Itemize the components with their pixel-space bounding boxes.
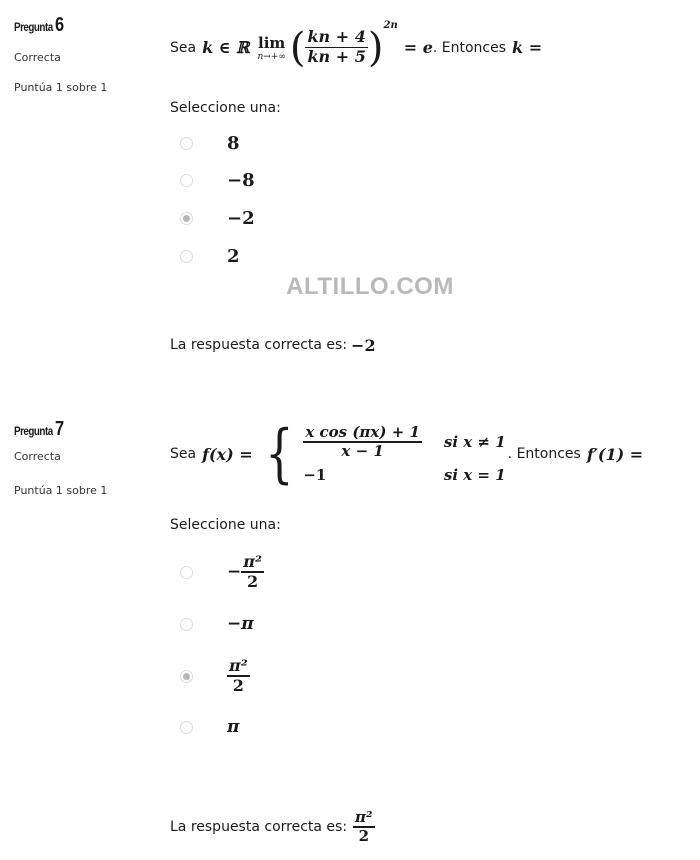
limit-fraction bbox=[305, 28, 367, 66]
question-6-header bbox=[14, 14, 64, 37]
case-2-value: −1 bbox=[303, 466, 327, 484]
case-1-numerator: x cos (πx) + 1 bbox=[305, 423, 420, 441]
question-6-status: Correcta bbox=[14, 51, 61, 64]
option-numerator: π² bbox=[229, 655, 248, 675]
radio-button-selected[interactable] bbox=[180, 670, 193, 683]
function-def: f(x) = bbox=[202, 444, 253, 464]
question-7-prompt bbox=[170, 418, 643, 490]
case-1-condition: si x ≠ 1 bbox=[443, 433, 506, 451]
answer-value: −2 bbox=[351, 335, 376, 355]
radio-button[interactable] bbox=[180, 137, 193, 150]
question-label: Pregunta bbox=[14, 424, 53, 438]
radio-button[interactable] bbox=[180, 566, 193, 579]
q6-option-3[interactable] bbox=[180, 207, 255, 229]
option-fraction bbox=[227, 657, 250, 695]
question-7-score: Puntúa 1 sobre 1 bbox=[14, 484, 108, 497]
option-label: 2 bbox=[227, 245, 240, 267]
q6-option-2[interactable] bbox=[180, 169, 255, 191]
question-7-select-label: Seleccione una: bbox=[170, 517, 281, 533]
q7-option-1[interactable] bbox=[180, 546, 264, 598]
question-6-feedback bbox=[170, 334, 376, 356]
equals-e: = e bbox=[403, 38, 433, 57]
question-label: Pregunta bbox=[14, 20, 53, 34]
q7-option-2[interactable] bbox=[180, 613, 254, 635]
question-7-feedback bbox=[170, 800, 375, 854]
case-1-value bbox=[303, 424, 422, 460]
answer-text: La respuesta correcta es: bbox=[170, 819, 348, 835]
option-denominator: 2 bbox=[232, 675, 244, 695]
prompt-k-in-r: k ∈ ℝ bbox=[202, 38, 250, 57]
question-7-header bbox=[14, 418, 64, 441]
exponent: 2n bbox=[383, 20, 398, 31]
option-label: π bbox=[227, 717, 240, 737]
prompt-derivative: f′(1) = bbox=[586, 444, 644, 464]
prompt-k-equals: k = bbox=[512, 38, 543, 57]
fraction-denominator: kn + 5 bbox=[307, 47, 366, 67]
radio-button[interactable] bbox=[180, 250, 193, 263]
answer-denominator: 2 bbox=[358, 826, 370, 845]
question-6-prompt bbox=[170, 20, 542, 75]
prompt-lead: Sea bbox=[170, 39, 197, 56]
lim-text: lim bbox=[258, 33, 286, 52]
piecewise-cases bbox=[303, 424, 505, 484]
q7-option-4[interactable] bbox=[180, 716, 239, 738]
question-6-select-label: Seleccione una: bbox=[170, 100, 281, 116]
answer-fraction bbox=[353, 809, 375, 845]
option-label: −2 bbox=[227, 207, 255, 229]
option-denominator: 2 bbox=[247, 571, 259, 591]
prompt-then: . Entonces bbox=[432, 39, 507, 56]
radio-button[interactable] bbox=[180, 174, 193, 187]
question-number: 6 bbox=[54, 14, 64, 36]
limit-operator bbox=[257, 34, 285, 62]
option-label: 8 bbox=[227, 132, 240, 154]
radio-button-selected[interactable] bbox=[180, 212, 193, 225]
question-7-status: Correcta bbox=[14, 450, 61, 463]
q6-option-1[interactable] bbox=[180, 132, 240, 154]
brace: { bbox=[264, 417, 294, 491]
left-paren: ( bbox=[289, 24, 306, 71]
answer-numerator: π² bbox=[355, 808, 373, 826]
question-6-score: Puntúa 1 sobre 1 bbox=[14, 81, 108, 94]
option-fraction bbox=[241, 553, 264, 591]
prompt-lead: Sea bbox=[170, 446, 197, 462]
fraction-numerator: kn + 4 bbox=[307, 27, 366, 47]
lim-subscript: n→+∞ bbox=[257, 51, 286, 62]
option-label: −8 bbox=[227, 169, 255, 191]
radio-button[interactable] bbox=[180, 721, 193, 734]
option-numerator: π² bbox=[243, 551, 262, 571]
radio-button[interactable] bbox=[180, 618, 193, 631]
right-paren: ) bbox=[367, 24, 384, 71]
option-label: −π bbox=[227, 614, 254, 634]
q6-option-4[interactable] bbox=[180, 245, 240, 267]
option-sign: − bbox=[227, 562, 242, 582]
answer-text: La respuesta correcta es: bbox=[170, 337, 348, 353]
q7-option-3[interactable] bbox=[180, 649, 250, 703]
case-1-denominator: x − 1 bbox=[341, 441, 384, 460]
prompt-then: . Entonces bbox=[507, 446, 581, 462]
watermark: ALTILLO.COM bbox=[286, 273, 454, 300]
case-2-condition: si x = 1 bbox=[443, 466, 506, 484]
question-number: 7 bbox=[54, 418, 64, 440]
